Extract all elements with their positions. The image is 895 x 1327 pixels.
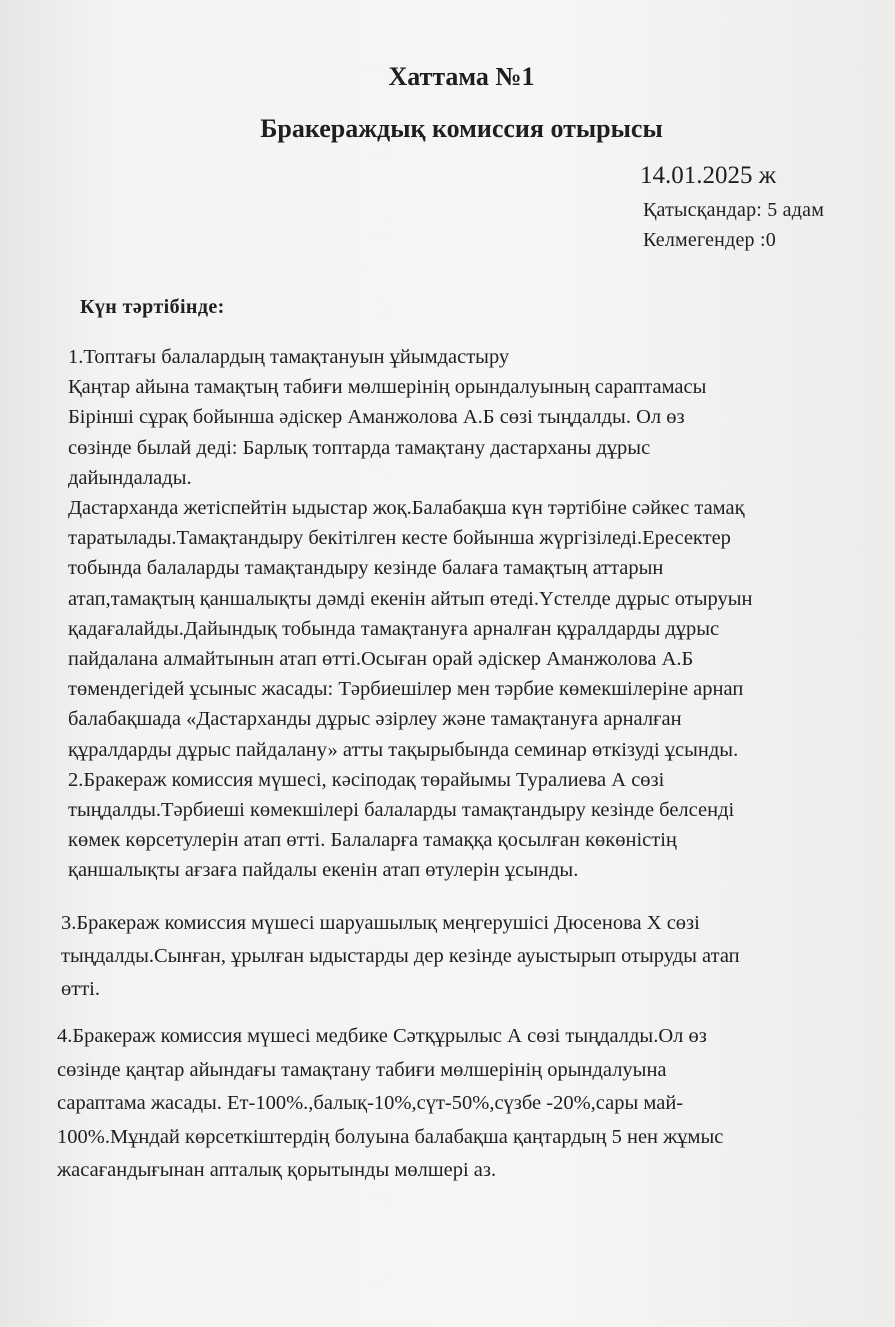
text-line: дайындалады. <box>68 466 192 489</box>
text-line: тыңдалды.Тәрбиеші көмекшілері балаларды тамақтандыру кезінде белсенді <box>68 799 735 822</box>
text-line: тыңдалды.Сынған, ұрылған ыдыстарды дер кезінде ауыстырып отыруды атап <box>61 945 740 967</box>
text-line: төмендегідей ұсыныс жасады: Тәрбиешілер мен тәрбие көмекшілеріне арнап <box>68 678 744 701</box>
text-line: көмек көрсетулерін атап өтті. Балаларға тамаққа қосылған көкөністің <box>68 829 677 852</box>
section-3-paragraph <box>61 907 740 1006</box>
text-line: тобында балаларды тамақтандыру кезінде балаға тамақтың аттарын <box>68 557 664 580</box>
absent-count: Келмегендер :0 <box>643 229 776 251</box>
text-line: өтті. <box>61 978 100 1000</box>
meeting-date: 14.01.2025 ж <box>640 162 777 189</box>
text-line: 3.Бракераж комиссия мүшесі шаруашылық меңгерушісі Дюсенова Х сөзі <box>61 912 700 934</box>
text-line: Бірінші сұрақ бойынша әдіскер Аманжолова А.Б сөзі тыңдалды. Ол өз <box>68 406 685 429</box>
section-4-paragraph <box>57 1020 723 1188</box>
text-line: жасағандығынан апталық қорытынды мөлшері аз. <box>57 1159 497 1181</box>
section-1-paragraph <box>68 342 752 886</box>
text-line: пайдалана алмайтынын атап өтті.Осыған орай әдіскер Аманжолова А.Б <box>68 648 694 671</box>
text-line: 2.Бракераж комиссия мүшесі, кәсіподақ төрайымы Туралиева А сөзі <box>68 768 665 791</box>
text-line: Дастарханда жетіспейтін ыдыстар жоқ.Балабақша күн тәртібіне сәйкес тамақ <box>68 497 745 520</box>
text-line: қаншалықты ағзаға пайдалы екенін атап өтулерін ұсынды. <box>68 859 579 882</box>
text-line: қадағалайды.Дайындық тобында тамақтануға арналған құралдарды дұрыс <box>68 617 720 640</box>
text-line: балабақшада «Дастарханды дұрыс әзірлеу және тамақтануға арналған <box>68 708 682 731</box>
text-line: 1.Топтағы балалардың тамақтануын ұйымдастыру <box>68 346 510 368</box>
text-line: таратылады.Тамақтандыру бекітілген кесте бойынша жүргізіледі.Ересектер <box>68 527 731 550</box>
text-line: 4.Бракераж комиссия мүшесі медбике Сәтқұрылыс А сөзі тыңдалды.Ол өз <box>57 1025 707 1047</box>
document-subtitle: Бракераждық комиссия отырысы <box>260 114 663 143</box>
text-line: сөзінде қаңтар айындағы тамақтану табиғи мөлшерінің орындалуына <box>57 1058 667 1081</box>
text-line: 100%.Мұндай көрсеткіштердің болуына балабақша қаңтардың 5 нен жұмыс <box>57 1125 724 1148</box>
text-line: сараптама жасады. Ет-100%.,балық-10%,сүт-50%,сүзбе -20%,сары май- <box>57 1092 684 1114</box>
text-line: сөзінде былай деді: Барлық топтарда тамақтану дастарханы дұрыс <box>68 436 651 459</box>
text-line: құралдарды дұрыс пайдалану» атты тақырыбында семинар өткізуді ұсынды. <box>68 738 739 761</box>
agenda-heading: Күн тәртібінде: <box>80 296 225 318</box>
attendees-count: Қатысқандар: 5 адам <box>643 199 825 221</box>
text-line: атап,тамақтың қаншалықты дәмді екенін айтып өтеді.Үстелде дұрыс отыруын <box>68 587 753 610</box>
document-title: Хаттама №1 <box>388 62 535 91</box>
text-line: Қаңтар айына тамақтың табиғи мөлшерінің орындалуының сараптамасы <box>68 376 707 399</box>
